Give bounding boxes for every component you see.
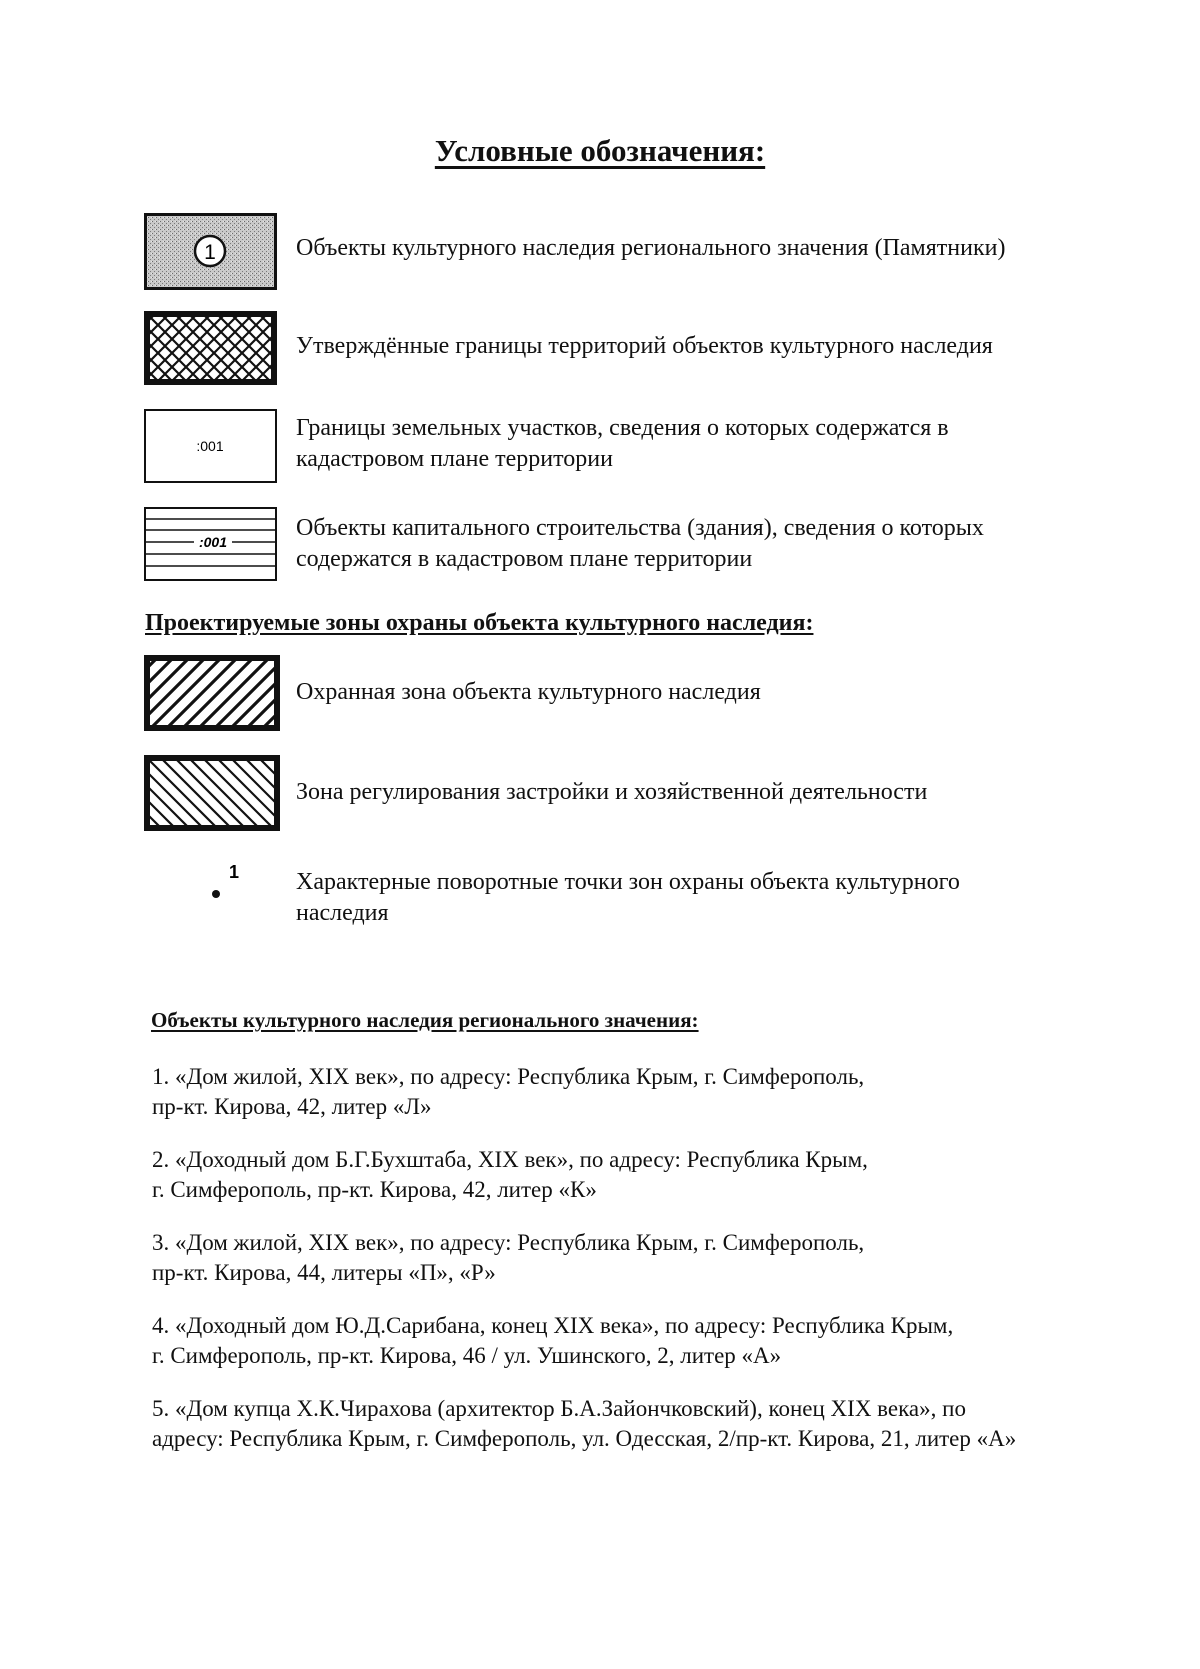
page-title: Условные обозначения: [434, 133, 766, 168]
list-item [152, 1394, 1112, 1454]
legend-label-turning-points [296, 867, 1200, 929]
legend-row-monuments [144, 213, 1134, 293]
legend-row-land-plots [144, 409, 1134, 485]
zones-heading: Проектируемые зоны охраны объекта культурного наследия: [145, 610, 814, 636]
land-plot-code: :001 [196, 438, 224, 454]
legend-label-turning-points-line2: наследия [296, 900, 389, 926]
legend-label-approved-borders: Утверждённые границы территорий объектов культурного наследия [296, 333, 993, 359]
object-1-line1: 1. «Дом жилой, XIX век», по адресу: Республика Крым, г. Симферополь, [152, 1064, 865, 1089]
legend-label-protection-zone: Охранная зона объекта культурного наследия [296, 679, 761, 705]
legend-label-buildings [296, 513, 1200, 575]
object-5-line2: адресу: Республика Крым, г. Симферополь, ул. Одесская, 2/пр-кт. Кирова, 21, литер «А» [152, 1426, 1017, 1451]
regulation-zone-hatch-icon [144, 755, 280, 831]
legend-label-buildings-line2: содержатся в кадастровом плане территории [296, 546, 753, 572]
land-plot-swatch-icon [144, 409, 277, 483]
legend-row-buildings [144, 507, 1134, 583]
turning-point-number: 1 [228, 862, 240, 882]
object-5-line1: 5. «Дом купца Х.К.Чирахова (архитектор Б.А.Зайончковский), конец XIX века», по [152, 1396, 966, 1421]
object-4-line1: 4. «Доходный дом Ю.Д.Сарибана, конец XIX века», по адресу: Республика Крым, [152, 1313, 954, 1338]
legend-label-monuments: Объекты культурного наследия регионального значения (Памятники) [296, 235, 1006, 261]
legend-row-approved-borders [144, 311, 1134, 387]
legend-label-land-plots [296, 413, 1200, 475]
list-item [152, 1311, 1112, 1371]
list-item [152, 1062, 1112, 1122]
object-2-line2: г. Симферополь, пр-кт. Кирова, 42, литер «К» [152, 1177, 597, 1202]
protection-zone-hatch-icon [144, 655, 280, 731]
crosshatch-swatch-icon [144, 311, 277, 385]
object-1-line2: пр-кт. Кирова, 42, литер «Л» [152, 1094, 432, 1119]
monument-swatch-icon [144, 213, 277, 290]
object-4-line2: г. Симферополь, пр-кт. Кирова, 46 / ул. Ушинского, 2, литер «А» [152, 1343, 782, 1368]
list-item [152, 1145, 1112, 1205]
list-item [152, 1228, 1112, 1288]
turning-point-icon [144, 856, 280, 916]
object-2-line1: 2. «Доходный дом Б.Г.Бухштаба, XIX век», по адресу: Республика Крым, [152, 1147, 868, 1172]
legend-row-turning-points [144, 856, 1134, 932]
legend-label-land-plots-line2: кадастровом плане территории [296, 446, 613, 472]
legend-label-turning-points-line1: Характерные поворотные точки зон охраны объекта культурного [296, 869, 960, 895]
legend-label-buildings-line1: Объекты капитального строительства (здания), сведения о которых [296, 515, 984, 541]
legend-label-land-plots-line1: Границы земельных участков, сведения о которых содержатся в [296, 415, 949, 441]
objects-heading: Объекты культурного наследия регионального значения: [151, 1008, 699, 1032]
legend-label-regulation-zone: Зона регулирования застройки и хозяйственной деятельности [296, 779, 928, 805]
monument-symbol-number: 1 [204, 241, 216, 264]
legend-row-protection-zone [144, 655, 1134, 731]
object-3-line2: пр-кт. Кирова, 44, литеры «П», «Р» [152, 1260, 496, 1285]
building-swatch-icon [144, 507, 277, 581]
object-3-line1: 3. «Дом жилой, XIX век», по адресу: Республика Крым, г. Симферополь, [152, 1230, 865, 1255]
legend-row-regulation-zone [144, 755, 1134, 831]
building-code: :001 [198, 534, 228, 550]
